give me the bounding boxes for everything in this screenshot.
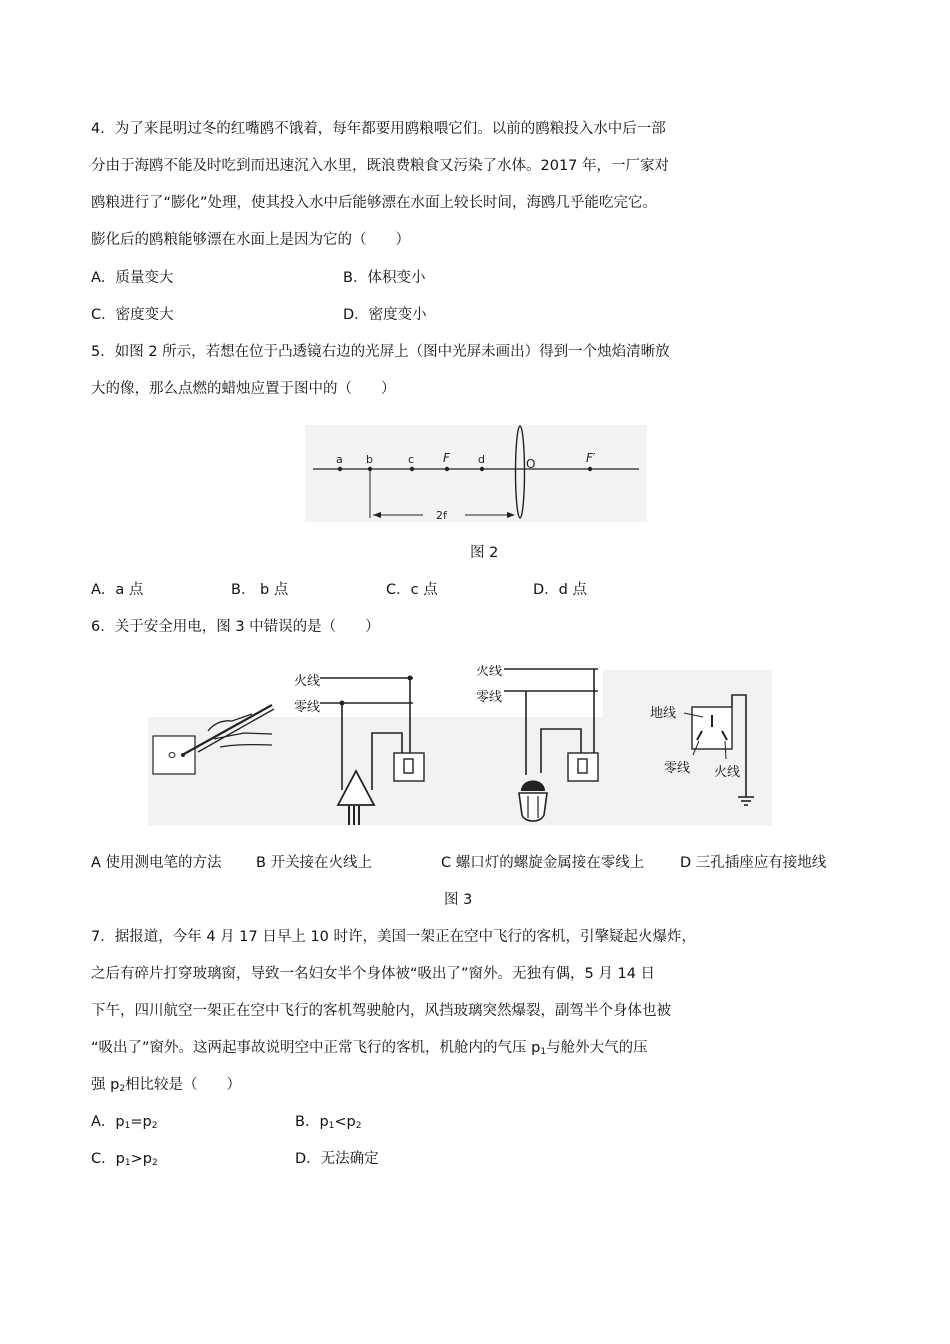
figure-3-safety-diagram <box>148 665 772 825</box>
q5-option-c: C．c 点 <box>386 582 438 598</box>
fig3-caption-c: C 螺口灯的螺旋金属接在零线上 <box>441 855 645 871</box>
q4-option-c: C．密度变大 <box>91 307 174 323</box>
label-c-live: 火线 <box>476 665 503 679</box>
label-b-neutral: 零线 <box>294 700 321 715</box>
q4-line-1: 4．为了来昆明过冬的红嘴鸥不饿着，每年都要用鸥粮喂它们。以前的鸥粮投入水中后一部 <box>91 121 666 137</box>
figure-2-caption: 图 2 <box>470 545 499 561</box>
q7-line-2: 之后有碎片打穿玻璃窗，导致一名妇女半个身体被“吸出了”窗外。无独有偶，5 月 14 日 <box>91 966 656 982</box>
fig3-caption-d: D 三孔插座应有接地线 <box>680 855 827 871</box>
q4-option-d: D．密度变小 <box>343 307 427 323</box>
q7-line-5: 强 $p_2$相比较是（ ） <box>91 1077 242 1094</box>
q4-option-a: A．质量变大 <box>91 270 174 286</box>
q7-option-d: D．无法确定 <box>295 1151 379 1167</box>
q5-option-a: A．a 点 <box>91 582 144 598</box>
point-a <box>338 467 342 471</box>
label-c-neutral: 零线 <box>476 690 503 705</box>
fig3-caption-a: A 使用测电笔的方法 <box>91 855 222 871</box>
label-2f: 2f <box>436 509 447 522</box>
q7-line-3: 下午，四川航空一架正在空中飞行的客机驾驶舱内，风挡玻璃突然爆裂，副驾半个身体也被 <box>91 1003 671 1019</box>
figure-2-lens-diagram <box>305 425 647 522</box>
arrowhead-right <box>507 512 515 518</box>
q5-option-b: B． b 点 <box>231 582 289 598</box>
fig3-caption-b: B 开关接在火线上 <box>256 855 373 871</box>
convex-lens <box>516 426 525 518</box>
point-c <box>410 467 414 471</box>
q6-stem: 6．关于安全用电，图 3 中错误的是（ ） <box>91 619 380 635</box>
label-d-live: 火线 <box>714 765 741 780</box>
label-f-left: F <box>443 451 450 465</box>
q4-line-2: 分由于海鸥不能及时吃到而迅速沉入水里，既浪费粮食又污染了水体。2017 年，一厂家对 <box>91 158 670 174</box>
point-d <box>480 467 484 471</box>
q4-option-b: B．体积变小 <box>343 270 426 286</box>
q7-line-1: 7．据报道，今年 4 月 17 日早上 10 时许，美国一架正在空中飞行的客机，引擎疑起火爆炸， <box>91 929 697 945</box>
q7-option-c: C．$p_1>p_2$ <box>91 1151 158 1168</box>
label-d: d <box>478 453 485 466</box>
q7-option-a: A．$p_1=p_2$ <box>91 1114 158 1131</box>
label-d-earth: 地线 <box>650 706 677 721</box>
point-f-left <box>445 467 449 471</box>
lamp-switch <box>568 753 598 781</box>
q5-option-d: D．d 点 <box>533 582 587 598</box>
lamp-bulb <box>519 793 547 821</box>
q4-line-4: 膨化后的鸥粮能够漂在水面上是因为它的（ ） <box>91 232 410 248</box>
q4-line-3: 鸥粮进行了“膨化”处理，使其投入水中后能够漂在水面上较长时间，海鸥几乎能吃完它。 <box>91 195 658 211</box>
arrowhead-left <box>373 512 381 518</box>
q7-line-4: “吸出了”窗外。这两起事故说明空中正常飞行的客机，机舱内的气压 $p_1$与舱外大气的压 <box>91 1040 648 1057</box>
label-d-neutral: 零线 <box>664 761 691 776</box>
q5-line-2: 大的像，那么点燃的蜡烛应置于图中的（ ） <box>91 381 396 397</box>
label-f-right: F′ <box>586 451 596 465</box>
wall-switch <box>394 753 424 781</box>
label-o: O <box>526 457 536 471</box>
q7-option-b: B．$p_1<p_2$ <box>295 1114 362 1131</box>
label-b: b <box>366 453 373 466</box>
socket-box <box>153 736 195 774</box>
figure-3-caption: 图 3 <box>444 892 473 908</box>
label-b-live: 火线 <box>294 674 321 689</box>
point-f-right <box>588 467 592 471</box>
q5-line-1: 5．如图 2 所示，若想在位于凸透镜右边的光屏上（图中光屏未画出）得到一个烛焰清晰放 <box>91 344 670 360</box>
label-c: c <box>408 453 415 466</box>
label-a: a <box>336 453 343 466</box>
